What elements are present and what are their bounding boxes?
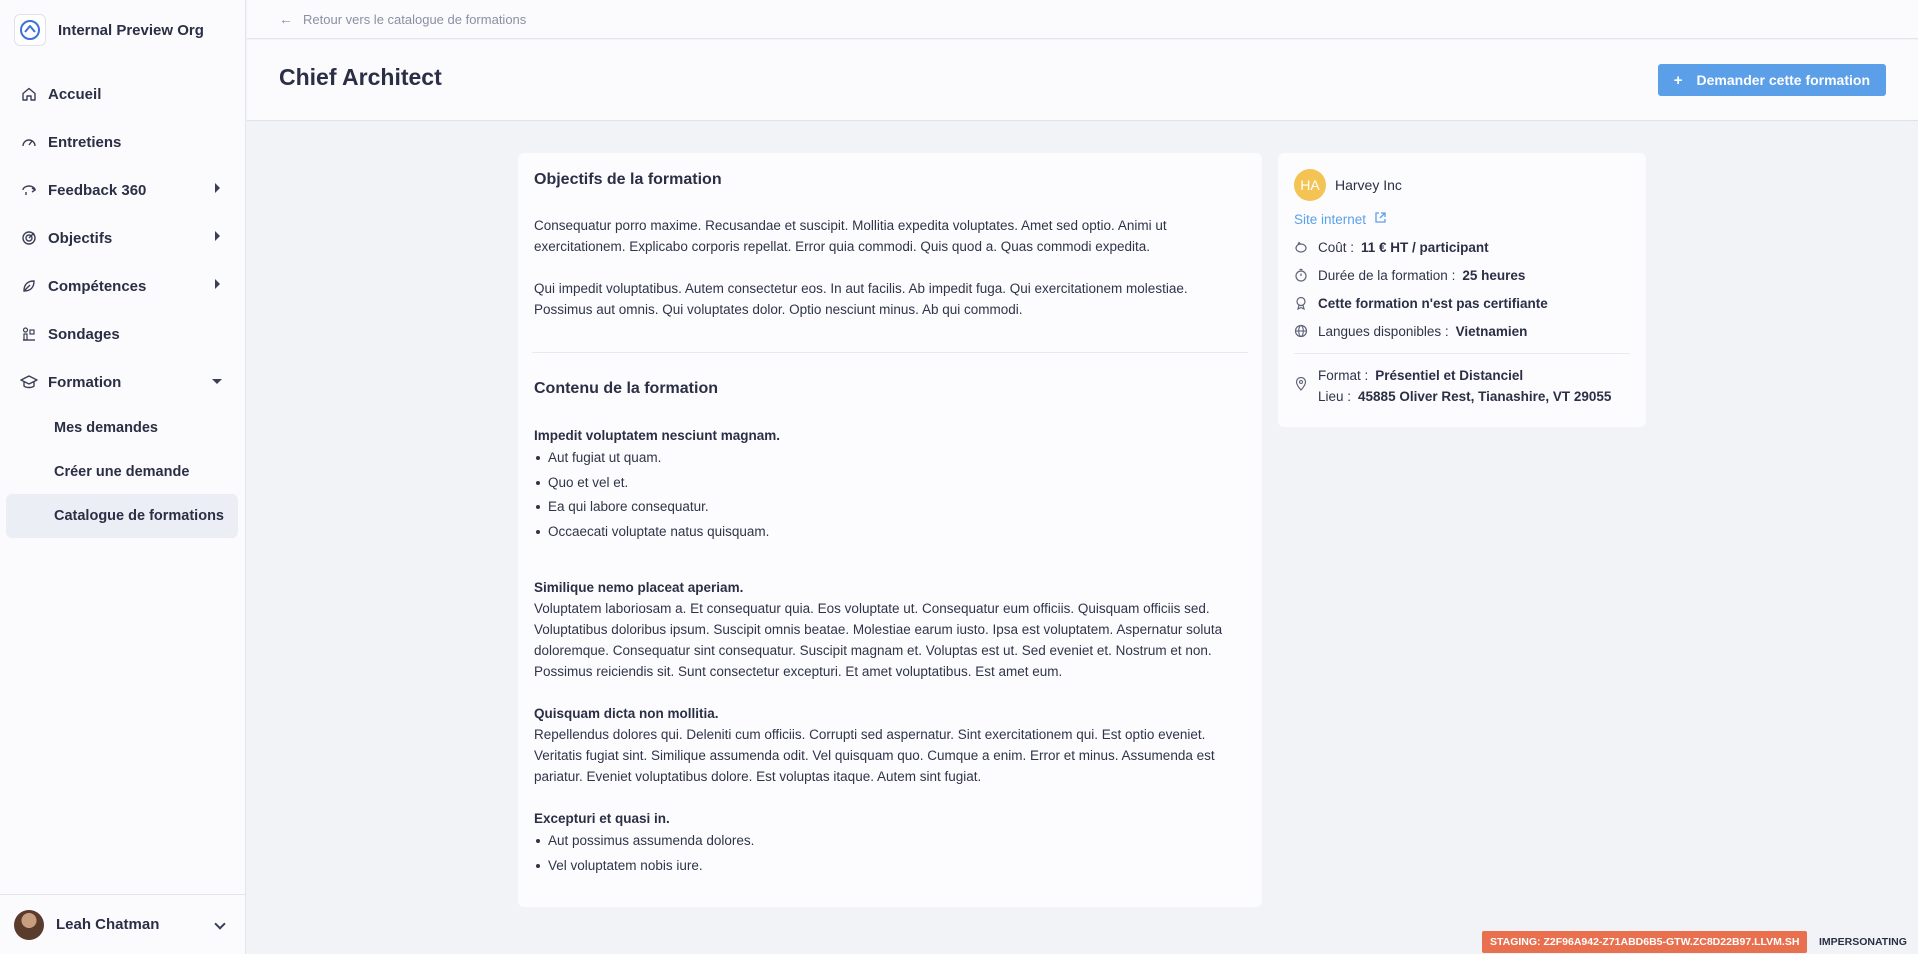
timer-icon [1294, 268, 1312, 282]
location-row [1318, 387, 1611, 408]
format-label: Format : [1318, 368, 1369, 383]
sidebar-item-label: Entretiens [48, 133, 122, 151]
website-link-label: Site internet [1294, 211, 1367, 227]
request-training-label: Demander cette formation [1696, 72, 1870, 88]
content-block-title: Excepturi et quasi in. [534, 811, 670, 826]
sidebar-subitem-catalogue[interactable]: Catalogue de formations [6, 494, 238, 538]
sidebar-item-entretiens[interactable] [6, 118, 238, 166]
sidebar-item-objectifs[interactable] [6, 214, 238, 262]
chevron-down-icon [214, 918, 225, 929]
graduation-cap-icon [20, 373, 38, 391]
info-list [1294, 233, 1630, 345]
feedback-icon [20, 181, 38, 199]
certification-row [1294, 289, 1630, 317]
list-item: Aut fugiat ut quam. [534, 446, 1246, 471]
provider-avatar: HA [1294, 169, 1326, 201]
staging-badge: STAGING: Z2F96A942-Z71ABD6B5-GTW.ZC8D22B97.LLVM.SH [1482, 931, 1807, 953]
sidebar-item-label: Compétences [48, 277, 147, 295]
languages-row [1294, 317, 1630, 345]
sidebar [0, 0, 246, 954]
format-row [1318, 366, 1611, 387]
piggy-bank-icon [1294, 240, 1312, 254]
impersonating-badge: IMPERSONATING [1819, 936, 1907, 948]
sidebar-item-formation[interactable] [6, 358, 238, 406]
breadcrumb-bar [247, 0, 1918, 39]
training-details-card [518, 153, 1262, 907]
list-item: Quo et vel et. [534, 471, 1246, 496]
sidebar-item-label: Sondages [48, 325, 120, 343]
back-link[interactable] [279, 11, 526, 27]
back-link-label: Retour vers le catalogue de formations [303, 11, 527, 27]
globe-icon [1294, 324, 1312, 338]
avatar [14, 910, 44, 940]
list-item: Aut possimus assumenda dolores. [534, 829, 1246, 854]
sidebar-subitem-creer-demande[interactable]: Créer une demande [54, 464, 190, 480]
sidebar-item-label: Accueil [48, 85, 102, 103]
org-switcher[interactable] [14, 14, 204, 46]
chevron-down-icon [212, 379, 222, 384]
page-title: Chief Architect [279, 64, 442, 90]
content-bullet-list [534, 829, 1246, 878]
leaf-icon [20, 277, 38, 295]
provider [1294, 169, 1630, 201]
request-training-button[interactable] [1658, 64, 1886, 96]
chevron-right-icon [215, 231, 220, 241]
cost-value: 11 € HT / participant [1361, 239, 1489, 255]
duration-value: 25 heures [1462, 267, 1526, 283]
list-item: Vel voluptatem nobis iure. [534, 854, 1246, 879]
external-link-icon [1374, 211, 1387, 227]
content-block-title: Quisquam dicta non mollitia. [534, 706, 719, 721]
list-item: Ea qui labore consequatur. [534, 495, 1246, 520]
content-block [534, 808, 1246, 878]
section-divider [1294, 353, 1630, 354]
chevron-right-icon [215, 279, 220, 289]
website-link[interactable] [1294, 211, 1630, 227]
plus-icon: + [1673, 71, 1683, 89]
user-name: Leah Chatman [56, 916, 160, 933]
org-name: Internal Preview Org [58, 21, 204, 39]
page-header [247, 40, 1918, 121]
cost-label: Coût : [1318, 239, 1355, 255]
content-block-title: Impedit voluptatem nesciunt magnam. [534, 428, 781, 443]
content-bullet-list [534, 446, 1246, 544]
objectives-paragraph: Qui impedit voluptatibus. Autem consectetur eos. In aut facilis. Ab impedit fuga. Qui exercitationem molestiae. Possimus aut omnis. Qui voluptates dolor. Optio nesciunt minus. Ab qui commodi. [534, 281, 1188, 317]
sidebar-subitem-mes-demandes[interactable]: Mes demandes [54, 420, 158, 436]
location-label: Lieu : [1318, 388, 1352, 404]
duration-label: Durée de la formation : [1318, 267, 1456, 283]
chevron-right-icon [215, 183, 220, 193]
objectives-title: Objectifs de la formation [534, 171, 722, 188]
sidebar-item-accueil[interactable] [6, 70, 238, 118]
certification-value: Cette formation n'est pas certifiante [1318, 295, 1548, 311]
content-block [534, 425, 1246, 544]
format-value: Présentiel et Distanciel [1375, 368, 1524, 383]
user-menu[interactable] [0, 894, 246, 954]
sidebar-item-competences[interactable] [6, 262, 238, 310]
sidebar-item-label: Formation [48, 373, 122, 391]
location-pin-icon [1294, 377, 1312, 396]
provider-info-card [1278, 153, 1646, 427]
content-block-text: Repellendus dolores qui. Deleniti cum officiis. Corrupti sed aspernatur. Sint exercitationem qui. Est optio eveniet. Veritatis fugiat sint. Similique assumenda odit. Vel quisquam quo. Cumque a enim. Error et minus. Assumenda est pariatur. Eveniet voluptatibus dolore. Est voluptas itaque. Autem sint fugiat. [534, 727, 1215, 784]
survey-icon [20, 325, 38, 343]
content-title: Contenu de la formation [534, 380, 718, 397]
arrow-left-icon: ← [279, 11, 293, 27]
location-value: 45885 Oliver Rest, Tianashire, VT 29055 [1358, 388, 1612, 404]
languages-value: Vietnamien [1455, 323, 1528, 339]
duration-row [1294, 261, 1630, 289]
sidebar-item-label: Objectifs [48, 229, 113, 247]
content-block [534, 577, 1246, 682]
gauge-icon [20, 133, 38, 151]
languages-label: Langues disponibles : [1318, 323, 1449, 339]
sidebar-item-sondages[interactable] [6, 310, 238, 358]
section-divider [532, 352, 1248, 353]
format-location [1294, 366, 1630, 407]
target-icon [20, 229, 38, 247]
badge-icon [1294, 296, 1312, 310]
sidebar-item-feedback-360[interactable] [6, 166, 238, 214]
objectives-paragraph: Consequatur porro maxime. Recusandae et suscipit. Mollitia expedita voluptates. Amet sed optio. Animi ut exercitationem. Explicabo corporis repellat. Error quia commodi. Quis quod a. Quas commodi expedita. [534, 218, 1167, 254]
content-block [534, 703, 1246, 787]
org-logo-icon [14, 14, 46, 46]
main-nav [6, 70, 238, 538]
provider-name: Harvey Inc [1335, 177, 1402, 193]
sidebar-item-label: Feedback 360 [48, 181, 147, 199]
content-block-title: Similique nemo placeat aperiam. [534, 580, 744, 595]
content-block-text: Voluptatem laboriosam a. Et consequatur quia. Eos voluptate ut. Consequatur eum officiis. Quisquam officiis sed. Voluptatibus doloribus ipsum. Suscipit omnis beatae. Molestiae earum iusto. Ipsa est voluptatem. Aspernatur soluta doloremque. Consequatur sint consequatur. Suscipit magnam et. Voluptas est ut. Sed eveniet et. Nostrum et non. Possimus reiciendis sit. Sunt consectetur excepturi. Et amet voluptatibus. Est amet eum. [534, 601, 1223, 679]
cost-row [1294, 233, 1630, 261]
format-lines [1318, 366, 1611, 407]
home-icon [20, 85, 38, 103]
list-item: Occaecati voluptate natus quisquam. [534, 520, 1246, 545]
